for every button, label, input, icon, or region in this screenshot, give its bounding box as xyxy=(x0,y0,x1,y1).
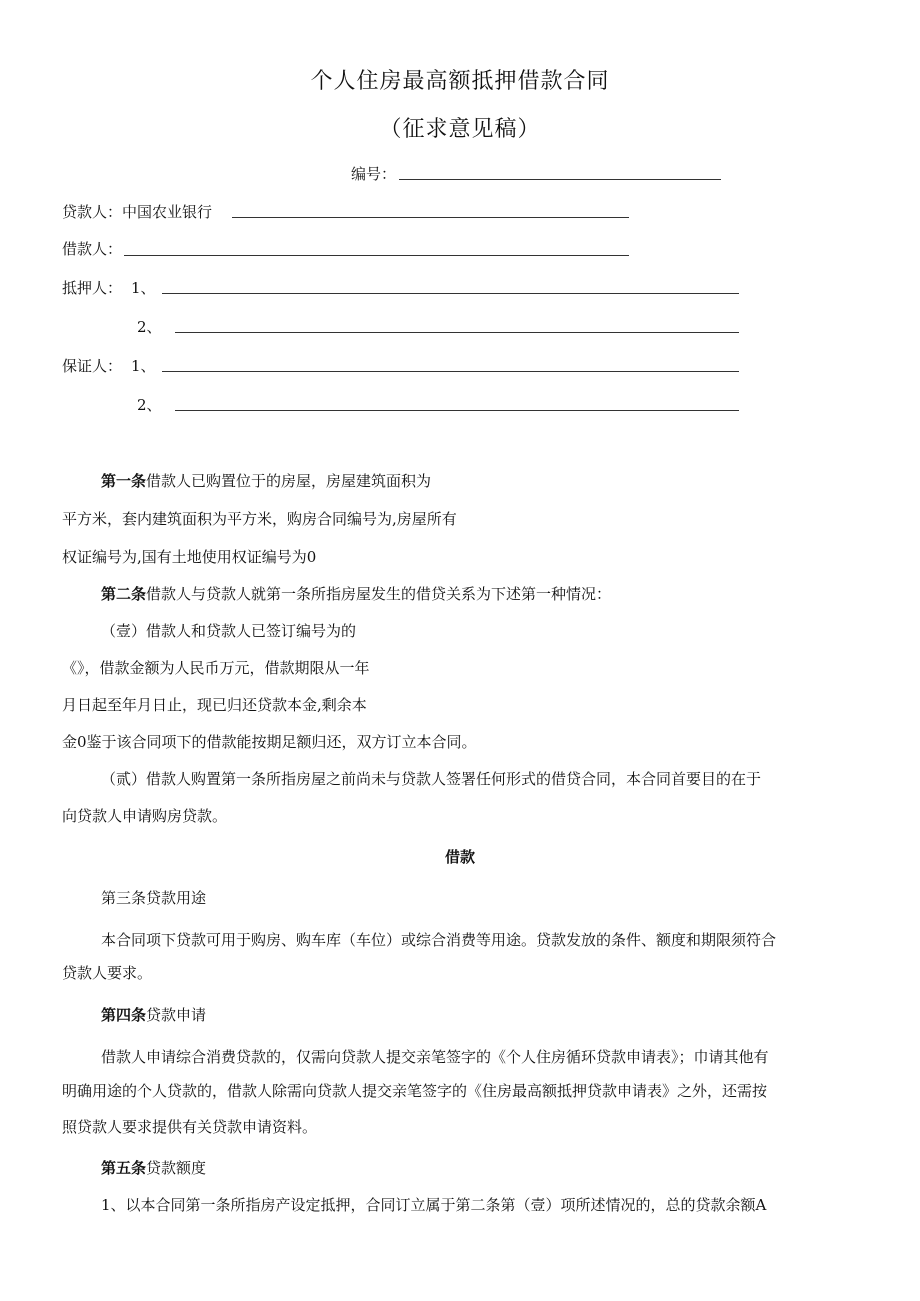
article-4-line-3: 照贷款人要求提供有关贷款申请资料。 xyxy=(62,1118,318,1136)
article-2-text: 借款人与贷款人就第一条所指房屋发生的借贷关系为下述第一种情况： xyxy=(146,585,612,603)
document-title: 个人住房最高额抵押借款合同 xyxy=(310,69,610,94)
article-5-line-1: 1、以本合同第一条所指房产设定抵押，合同订立属于第二条第（壹）项所述情况的，总的贷款余额A xyxy=(101,1196,767,1214)
contract-number-label: 编号： xyxy=(351,165,397,183)
article-4-heading: 第四条 xyxy=(101,1006,147,1024)
mortgagor-line-1 xyxy=(162,293,739,294)
section-heading-loan: 借款 xyxy=(444,848,475,866)
article-1-line-2: 平方米，套内建筑面积为平方米，购房合同编号为,房屋所有 xyxy=(62,510,457,528)
article-3-title: 第三条贷款用途 xyxy=(101,889,207,907)
mortgagor-item-2: 2、 xyxy=(137,318,162,336)
article-5-title-text: 贷款额度 xyxy=(146,1159,207,1177)
article-2-case-1-line-3: 月日起至年月日止，现已归还贷款本金,剩余本 xyxy=(62,696,367,714)
article-1-text: 借款人已购置位于的房屋，房屋建筑面积为 xyxy=(146,472,432,490)
article-4-line-2: 明确用途的个人贷款的，借款人除需向贷款人提交亲笔签字的《住房最高额抵押贷款申请表》之外，还需按 xyxy=(62,1082,768,1100)
article-4-line-1: 借款人申请综合消费贷款的，仅需向贷款人提交亲笔签字的《个人住房循环贷款申请表》；巾请其他有 xyxy=(101,1048,769,1066)
article-5-heading: 第五条 xyxy=(101,1159,147,1177)
guarantor-label: 保证人： xyxy=(62,357,123,375)
mortgagor-item-1: 1、 xyxy=(131,279,156,297)
article-2-case-1-line-2: 《》，借款金额为人民币万元，借款期限从一年 xyxy=(62,659,370,677)
article-5-title xyxy=(101,1157,206,1178)
article-1-heading: 第一条 xyxy=(101,472,147,490)
article-4-title-text: 贷款申请 xyxy=(146,1006,207,1024)
article-4-title xyxy=(101,1004,206,1025)
article-2-line-1 xyxy=(101,583,611,604)
guarantor-item-2: 2、 xyxy=(137,396,162,414)
article-1-line-3: 权证编号为,国有土地使用权证编号为0 xyxy=(62,548,317,566)
lender-line xyxy=(232,217,629,218)
article-2-heading: 第二条 xyxy=(101,585,147,603)
guarantor-line-2 xyxy=(175,410,739,411)
lender-value: 中国农业银行 xyxy=(122,203,213,221)
article-2-case-2-line-1: （贰）借款人购置第一条所指房屋之前尚未与贷款人签署任何形式的借贷合同，本合同首要目的在于 xyxy=(101,770,762,788)
borrower-label: 借款人： xyxy=(62,240,123,258)
borrower-line xyxy=(124,255,629,256)
contract-number-line xyxy=(399,179,721,180)
article-2-case-1-line-1: （壹）借款人和贷款人已签订编号为的 xyxy=(101,622,357,640)
guarantor-line-1 xyxy=(162,371,739,372)
article-3-line-2: 贷款人要求。 xyxy=(62,964,153,982)
article-2-case-2-line-2: 向贷款人申请购房贷款。 xyxy=(62,807,228,825)
lender-label: 贷款人： xyxy=(62,203,123,221)
guarantor-item-1: 1、 xyxy=(131,357,156,375)
mortgagor-line-2 xyxy=(175,332,739,333)
article-3-line-1: 本合同项下贷款可用于购房、购车库（车位）或综合消费等用途。贷款发放的条件、额度和期限须符合 xyxy=(101,931,777,949)
article-2-case-1-line-4: 金0鉴于该合同项下的借款能按期足额归还，双方订立本合同。 xyxy=(62,733,477,751)
document-subtitle: （征求意见稿） xyxy=(379,117,541,142)
mortgagor-label: 抵押人： xyxy=(62,279,123,297)
article-1-line-1 xyxy=(101,470,431,491)
